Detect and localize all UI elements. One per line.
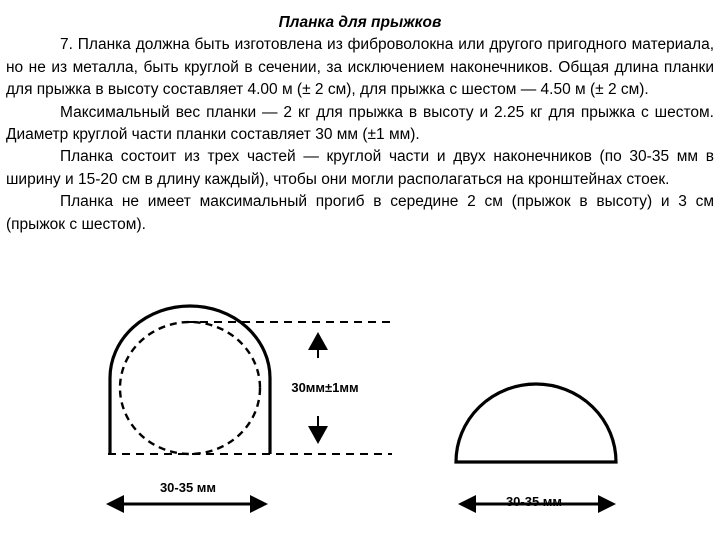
right-semicircle-outline [456,384,616,462]
paragraph-2: Максимальный вес планки — 2 кг для прыжка в высоту и 2.25 кг для прыжка с шестом. Диаметр круглой части планки составляет 30 мм (±1 мм). [6,103,714,144]
right-width-label: 30-35 мм [505,494,563,509]
document-text [6,12,714,236]
height-arrow-down-icon [308,426,328,444]
paragraph-3: Планка состоит из трех частей — круглой части и двух наконечников (по 30-35 мм в ширину и 15-20 см в длину каждый), чтобы они могли располагаться на кронштейнах стоек. [6,148,714,188]
left-profile-outline [110,306,270,454]
right-width-arrow-left-icon [458,495,476,513]
right-cross-section [456,384,616,513]
document-title: Планка для прыжков [278,14,442,31]
paragraph-4: Планка не имеет максимальный прогиб в середине 2 см (прыжок в высоту) и 3 см (прыжок с шестом). [6,193,714,233]
paragraph-1: 7. Планка должна быть изготовлена из фиброволокна или другого пригодного материала, но не из металла, быть круглой в сечении, за исключением наконечников. Общая длина планки для прыжка в высоту составляет 4.00 м (± 2 см), для прыжка с шестом — 4.50 м (± 2 см). [6,36,714,99]
left-height-label: 30мм±1мм [291,380,359,395]
left-round-core-dashed [120,322,260,454]
height-arrow-up-icon [308,332,328,350]
left-cross-section [106,306,392,513]
left-width-arrow-left-icon [106,495,124,513]
cross-section-diagram [0,300,720,540]
bar-cross-section-figure [0,300,720,540]
right-width-arrow-right-icon [598,495,616,513]
left-width-arrow-right-icon [250,495,268,513]
left-width-label: 30-35 мм [159,480,217,495]
